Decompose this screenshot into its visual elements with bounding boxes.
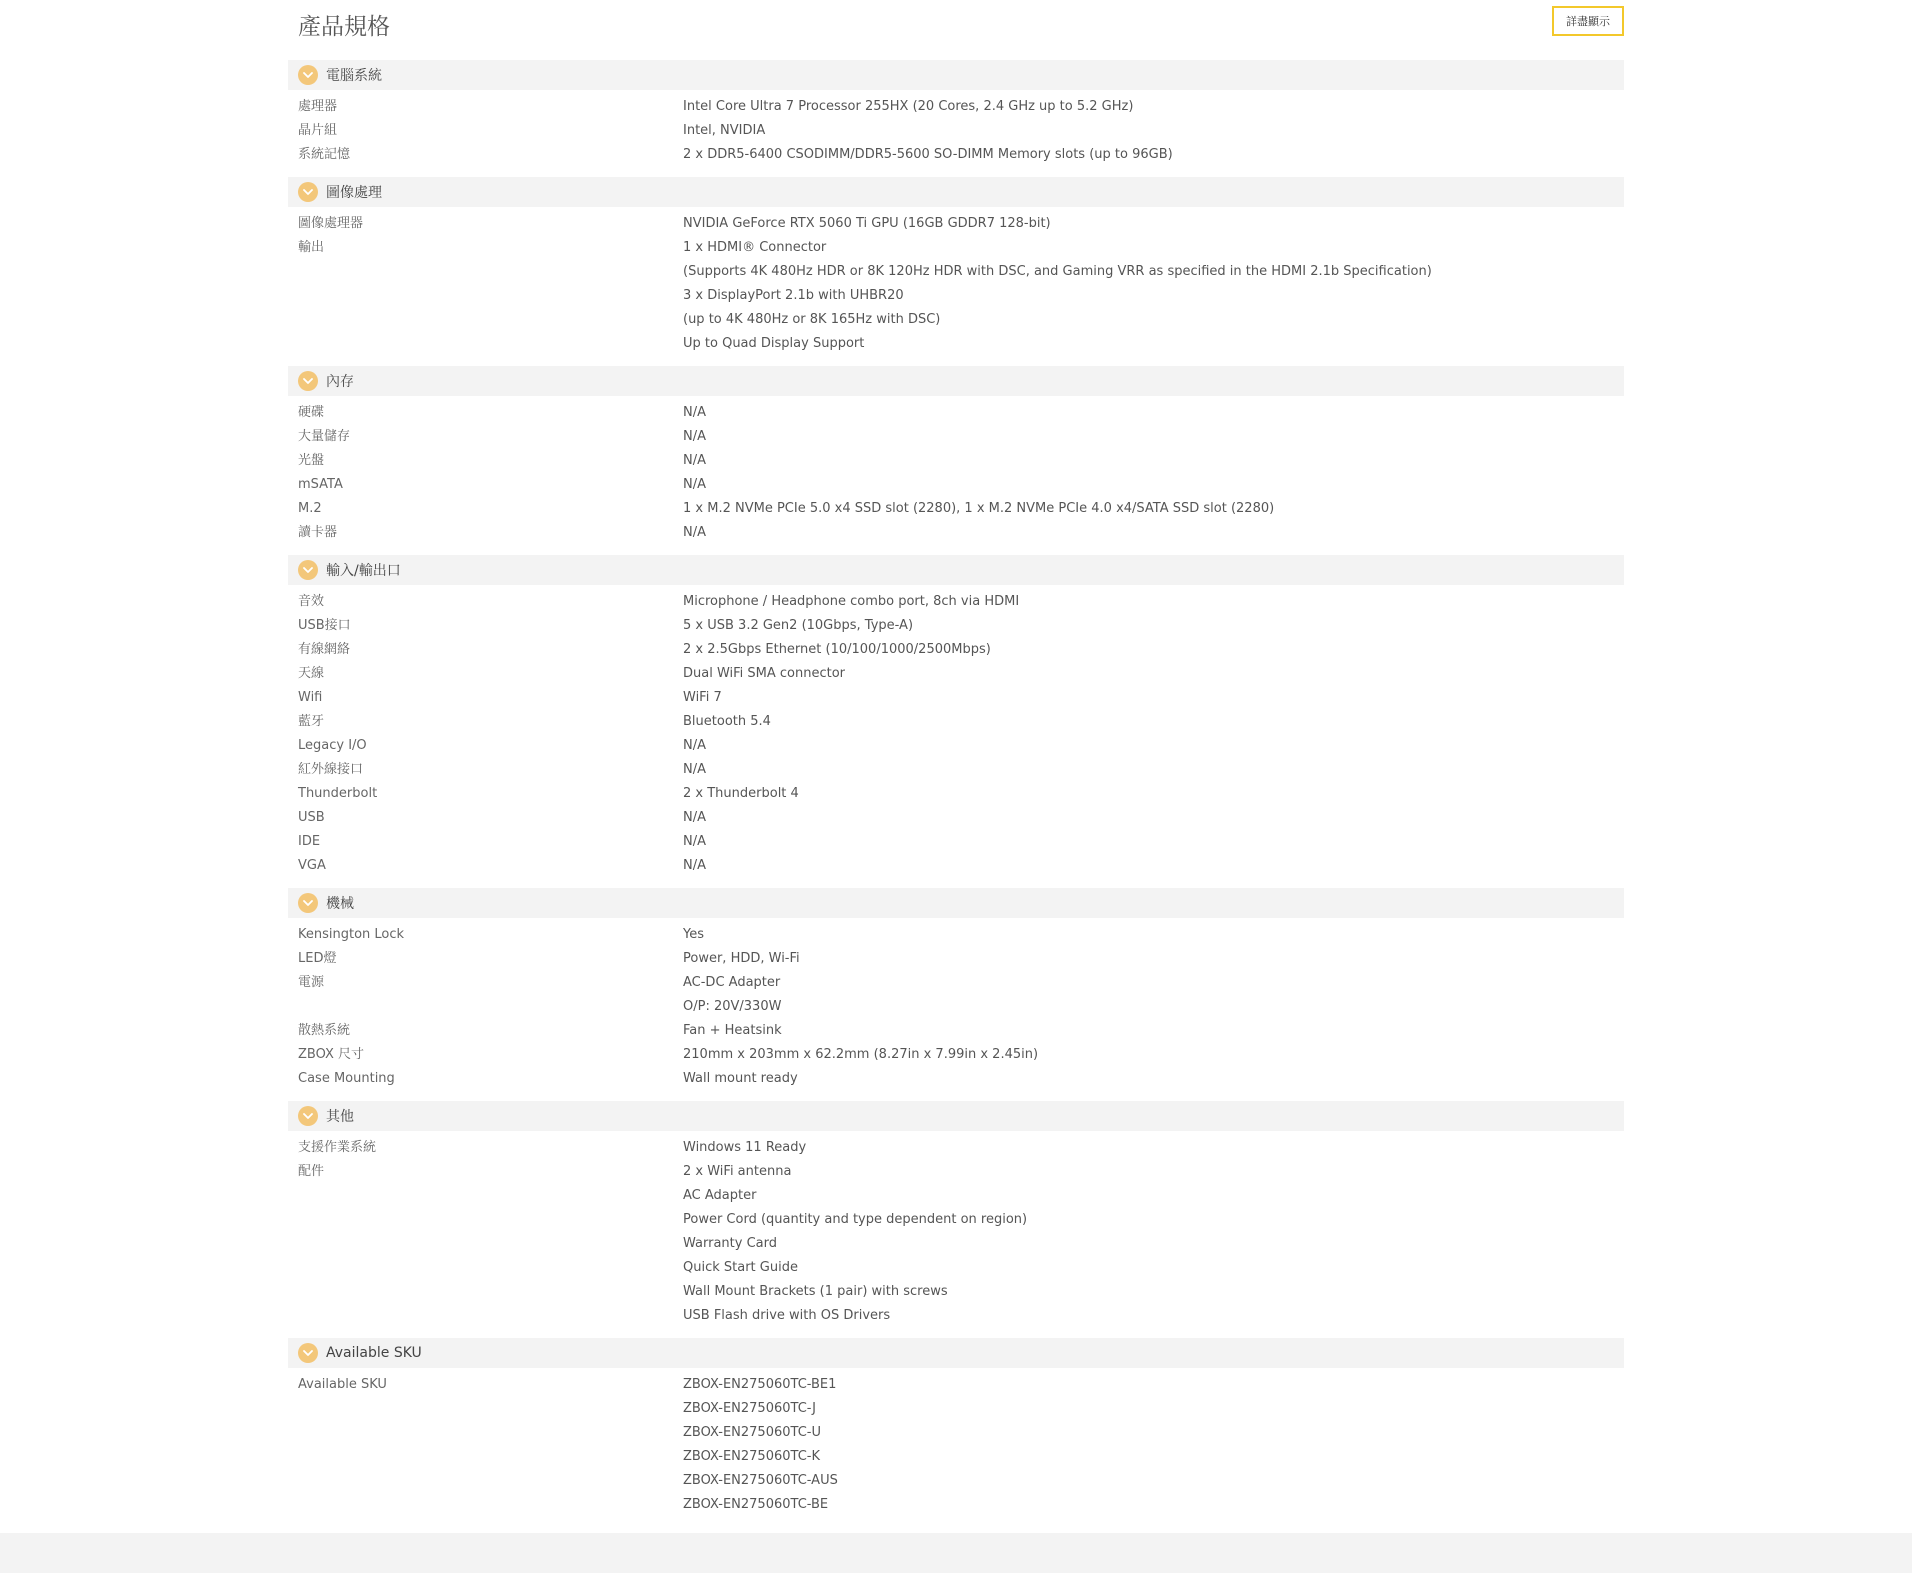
spec-value: NVIDIA GeForce RTX 5060 Ti GPU (16GB GDDR7 128-bit)	[683, 216, 1051, 231]
spec-value: 1 x M.2 NVMe PCIe 5.0 x4 SSD slot (2280), 1 x M.2 NVMe PCIe 4.0 x4/SATA SSD slot (2280)	[683, 501, 1275, 516]
section-rows	[288, 1368, 1624, 1527]
spec-value: N/A	[683, 738, 706, 753]
spec-section	[288, 1101, 1624, 1338]
spec-label: 處理器	[298, 99, 338, 114]
spec-values	[683, 212, 1624, 236]
spec-value: Yes	[683, 927, 704, 942]
spec-row	[288, 497, 1624, 521]
spec-value: Microphone / Headphone combo port, 8ch via HDMI	[683, 594, 1020, 609]
spec-values	[683, 425, 1624, 449]
spec-values	[683, 1373, 1624, 1517]
spec-label: Wifi	[298, 690, 323, 705]
spec-values	[683, 947, 1624, 971]
section-header[interactable]	[288, 888, 1624, 918]
spec-values	[683, 473, 1624, 497]
spec-row	[288, 449, 1624, 473]
spec-values	[683, 1067, 1624, 1091]
chevron-down-icon[interactable]	[298, 1343, 318, 1363]
spec-values	[683, 710, 1624, 734]
section-header[interactable]	[288, 1338, 1624, 1368]
spec-value: 210mm x 203mm x 62.2mm (8.27in x 7.99in x 2.45in)	[683, 1047, 1039, 1062]
spec-values	[683, 95, 1624, 119]
section-header[interactable]	[288, 60, 1624, 90]
spec-section	[288, 888, 1624, 1101]
spec-row	[288, 947, 1624, 971]
chevron-down-icon[interactable]	[298, 371, 318, 391]
spec-label: 輸出	[298, 240, 325, 255]
spec-value: Wall mount ready	[683, 1071, 798, 1086]
spec-value: N/A	[683, 762, 706, 777]
spec-row	[288, 473, 1624, 497]
spec-value: Bluetooth 5.4	[683, 714, 771, 729]
spec-values	[683, 236, 1624, 356]
spec-label: 紅外線接口	[298, 762, 364, 777]
section-title: 內存	[326, 374, 354, 390]
spec-row	[288, 521, 1624, 545]
spec-label: 硬碟	[298, 405, 325, 420]
spec-value: N/A	[683, 477, 706, 492]
spec-row	[288, 236, 1624, 356]
spec-value: ZBOX-EN275060TC-BE	[683, 1497, 829, 1512]
spec-values	[683, 1136, 1624, 1160]
spec-value: Up to Quad Display Support	[683, 336, 865, 351]
spec-label: IDE	[298, 834, 321, 849]
spec-header	[288, 0, 1624, 60]
section-rows	[288, 207, 1624, 366]
spec-value: ZBOX-EN275060TC-J	[683, 1401, 817, 1416]
spec-label: 天線	[298, 666, 325, 681]
spec-row	[288, 1160, 1624, 1328]
spec-values	[683, 638, 1624, 662]
spec-row	[288, 119, 1624, 143]
chevron-down-icon[interactable]	[298, 560, 318, 580]
spec-values	[683, 590, 1624, 614]
spec-row	[288, 1019, 1624, 1043]
spec-label: USB接口	[298, 618, 351, 633]
section-rows	[288, 585, 1624, 888]
spec-value: 2 x DDR5-6400 CSODIMM/DDR5-5600 SO-DIMM Memory slots (up to 96GB)	[683, 147, 1173, 162]
section-header[interactable]	[288, 1101, 1624, 1131]
spec-value: Fan + Heatsink	[683, 1023, 782, 1038]
spec-row	[288, 686, 1624, 710]
spec-values	[683, 854, 1624, 878]
chevron-down-icon[interactable]	[298, 182, 318, 202]
spec-value: (Supports 4K 480Hz HDR or 8K 120Hz HDR with DSC, and Gaming VRR as specified in the HDMI 2.1b Specification)	[683, 264, 1432, 279]
spec-row	[288, 758, 1624, 782]
spec-value: Windows 11 Ready	[683, 1140, 807, 1155]
section-rows	[288, 1131, 1624, 1338]
spec-label: Legacy I/O	[298, 738, 367, 753]
spec-label: mSATA	[298, 477, 343, 492]
spec-value: N/A	[683, 810, 706, 825]
spec-value: 3 x DisplayPort 2.1b with UHBR20	[683, 288, 904, 303]
spec-section	[288, 60, 1624, 177]
spec-value: AC Adapter	[683, 1188, 757, 1203]
spec-value: 1 x HDMI® Connector	[683, 240, 827, 255]
chevron-down-icon[interactable]	[298, 65, 318, 85]
spec-label: LED燈	[298, 951, 337, 966]
spec-row	[288, 401, 1624, 425]
spec-page	[288, 0, 1624, 1527]
spec-row	[288, 614, 1624, 638]
spec-label: Kensington Lock	[298, 927, 405, 942]
spec-row	[288, 854, 1624, 878]
spec-row	[288, 710, 1624, 734]
spec-value: N/A	[683, 525, 706, 540]
spec-row	[288, 212, 1624, 236]
spec-row	[288, 971, 1624, 1019]
spec-section	[288, 366, 1624, 555]
spec-label: VGA	[298, 858, 326, 873]
spec-row	[288, 425, 1624, 449]
spec-label: 有線網絡	[298, 642, 351, 657]
section-rows	[288, 918, 1624, 1101]
spec-row	[288, 1067, 1624, 1091]
spec-value: N/A	[683, 858, 706, 873]
spec-label: 音效	[298, 594, 325, 609]
section-title: Available SKU	[326, 1345, 422, 1361]
spec-value: Intel, NVIDIA	[683, 123, 766, 138]
spec-value: N/A	[683, 453, 706, 468]
spec-label: Thunderbolt	[298, 786, 378, 801]
spec-row	[288, 1136, 1624, 1160]
spec-label: USB	[298, 810, 325, 825]
spec-values	[683, 1019, 1624, 1043]
spec-label: 晶片組	[298, 123, 338, 138]
spec-label: 系統記憶	[298, 147, 351, 162]
spec-row	[288, 638, 1624, 662]
spec-values	[683, 971, 1624, 1019]
chevron-down-icon[interactable]	[298, 1106, 318, 1126]
spec-value: N/A	[683, 834, 706, 849]
spec-row	[288, 782, 1624, 806]
spec-values	[683, 1043, 1624, 1067]
spec-value: N/A	[683, 405, 706, 420]
spec-row	[288, 1373, 1624, 1517]
spec-label: 藍牙	[298, 714, 325, 729]
spec-value: Warranty Card	[683, 1236, 777, 1251]
footer-band	[0, 1533, 1912, 1573]
spec-value: 2 x WiFi antenna	[683, 1164, 792, 1179]
spec-label: 散熱系統	[298, 1023, 351, 1038]
spec-section	[288, 177, 1624, 366]
spec-section	[288, 555, 1624, 888]
spec-values	[683, 662, 1624, 686]
spec-value: AC-DC Adapter	[683, 975, 781, 990]
spec-values	[683, 143, 1624, 167]
spec-label: 圖像處理器	[298, 216, 364, 231]
spec-values	[683, 923, 1624, 947]
spec-value: USB Flash drive with OS Drivers	[683, 1308, 891, 1323]
section-title: 電腦系統	[326, 68, 382, 84]
spec-values	[683, 782, 1624, 806]
spec-values	[683, 686, 1624, 710]
spec-label: 光盤	[298, 453, 325, 468]
spec-value: 2 x Thunderbolt 4	[683, 786, 799, 801]
spec-value: ZBOX-EN275060TC-AUS	[683, 1473, 838, 1488]
spec-value: O/P: 20V/330W	[683, 999, 782, 1014]
spec-value: WiFi 7	[683, 690, 722, 705]
spec-row	[288, 830, 1624, 854]
spec-values	[683, 449, 1624, 473]
spec-value: 2 x 2.5Gbps Ethernet (10/100/1000/2500Mbps)	[683, 642, 991, 657]
spec-row	[288, 662, 1624, 686]
spec-value: Power Cord (quantity and type dependent on region)	[683, 1212, 1028, 1227]
spec-value: Power, HDD, Wi-Fi	[683, 951, 800, 966]
spec-values	[683, 1160, 1624, 1328]
spec-values	[683, 734, 1624, 758]
spec-label: M.2	[298, 501, 322, 516]
spec-row	[288, 1043, 1624, 1067]
spec-label: Case Mounting	[298, 1071, 395, 1086]
section-rows	[288, 396, 1624, 555]
detail-view-button[interactable]: 詳盡顯示	[1552, 6, 1624, 36]
spec-row	[288, 806, 1624, 830]
section-title: 機械	[326, 896, 354, 912]
spec-value: Intel Core Ultra 7 Processor 255HX (20 Cores, 2.4 GHz up to 5.2 GHz)	[683, 99, 1134, 114]
spec-row	[288, 95, 1624, 119]
spec-label: 支援作業系統	[298, 1140, 377, 1155]
spec-value: N/A	[683, 429, 706, 444]
page-title: 產品規格	[298, 14, 390, 40]
spec-value: Wall Mount Brackets (1 pair) with screws	[683, 1284, 948, 1299]
spec-row	[288, 734, 1624, 758]
spec-label: 大量儲存	[298, 429, 351, 444]
spec-label: Available SKU	[298, 1377, 387, 1392]
spec-values	[683, 614, 1624, 638]
section-rows	[288, 90, 1624, 177]
spec-values	[683, 830, 1624, 854]
spec-label: 讀卡器	[298, 525, 338, 540]
section-title: 輸入/輸出口	[326, 563, 401, 579]
spec-sections	[288, 60, 1624, 1527]
section-header[interactable]	[288, 555, 1624, 585]
spec-value: Dual WiFi SMA connector	[683, 666, 846, 681]
spec-values	[683, 497, 1624, 521]
section-header[interactable]	[288, 366, 1624, 396]
spec-label: 配件	[298, 1164, 325, 1179]
section-header[interactable]	[288, 177, 1624, 207]
spec-values	[683, 806, 1624, 830]
spec-value: (up to 4K 480Hz or 8K 165Hz with DSC)	[683, 312, 941, 327]
spec-label: ZBOX 尺寸	[298, 1047, 365, 1062]
spec-row	[288, 143, 1624, 167]
chevron-down-icon[interactable]	[298, 893, 318, 913]
spec-values	[683, 758, 1624, 782]
spec-values	[683, 401, 1624, 425]
spec-row	[288, 923, 1624, 947]
spec-row	[288, 590, 1624, 614]
spec-values	[683, 119, 1624, 143]
spec-section	[288, 1338, 1624, 1527]
spec-value: Quick Start Guide	[683, 1260, 798, 1275]
spec-values	[683, 521, 1624, 545]
section-title: 其他	[326, 1109, 354, 1125]
spec-value: ZBOX-EN275060TC-BE1	[683, 1377, 837, 1392]
spec-value: 5 x USB 3.2 Gen2 (10Gbps, Type-A)	[683, 618, 914, 633]
section-title: 圖像處理	[326, 185, 382, 201]
spec-label: 電源	[298, 975, 325, 990]
spec-value: ZBOX-EN275060TC-U	[683, 1425, 821, 1440]
spec-value: ZBOX-EN275060TC-K	[683, 1449, 820, 1464]
